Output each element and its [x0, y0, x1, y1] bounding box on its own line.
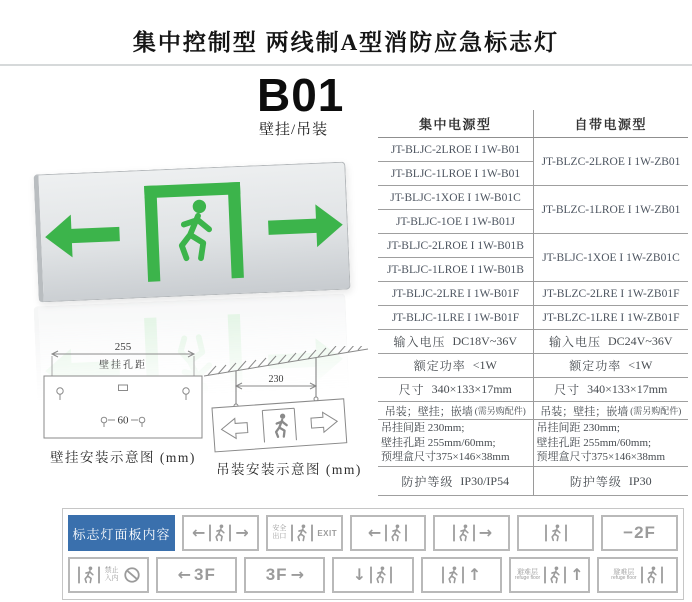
floor-text: 3F: [265, 565, 288, 584]
tile-exit-down: [332, 557, 413, 593]
mount-options-cell-left: [378, 402, 533, 420]
install-dimensions-cell-right: [533, 420, 689, 467]
size-label: 尺寸: [398, 383, 425, 397]
spec-table: [378, 110, 688, 496]
refuge-cn: 避难层: [517, 568, 539, 576]
model-cell-merged: JT-BLZC-1LROE I 1W-ZB01: [533, 186, 688, 234]
mount-type-label: 壁挂/吊装: [259, 122, 329, 138]
voltage-label: 输入电压: [548, 335, 601, 349]
power-label: 额定功率: [413, 359, 466, 373]
mount-options-note: (需另购配件): [630, 406, 682, 416]
tile-floor-minus-2f: [601, 515, 678, 551]
ip-rating-cell-right: [533, 467, 689, 496]
running-man-icon: [544, 523, 568, 543]
running-man-icon: [290, 523, 314, 543]
tile-exit-plain: [517, 515, 594, 551]
voltage-cell-left: [378, 330, 533, 354]
model-code: B01: [257, 69, 345, 121]
floor-text: 3F: [193, 565, 216, 584]
ip-rating-row: [378, 467, 688, 496]
left-arrow-icon: ←: [192, 523, 206, 542]
model-cell: JT-BLZC-1LRE I 1W-ZB01F: [533, 306, 688, 330]
model-cell: JT-BLJC-1LROE I 1W-B01: [378, 162, 533, 186]
product-photo-exit-sign: [33, 162, 350, 303]
voltage-row: [378, 330, 688, 354]
mount-options-text: 吊装；壁挂；嵌墙: [384, 405, 473, 418]
right-arrow-icon: →: [290, 565, 304, 584]
tile-3f-right: [244, 557, 325, 593]
model-cell: JT-BLJC-1XOE I 1W-B01C: [378, 186, 533, 210]
voltage-value: DC24V~36V: [608, 334, 673, 348]
col-header-self-powered: 自带电源型: [533, 110, 689, 137]
model-cell: JT-BLJC-2LRE I 1W-B01F: [378, 282, 533, 306]
tile-exit-left: [350, 515, 427, 551]
install-line: 预埋盒尺寸375×146×38mm: [381, 451, 510, 464]
tile-no-entry: [68, 557, 149, 593]
size-cell-right: [533, 378, 689, 402]
ceiling-hang-caption: 吊装安装示意图 (mm): [216, 462, 362, 477]
size-value: 340×133×17mm: [431, 382, 512, 396]
running-man-icon: [640, 565, 664, 585]
right-arrow-icon: →: [478, 523, 493, 542]
size-value: 340×133×17mm: [587, 382, 668, 396]
power-cell-left: [378, 354, 533, 378]
running-man-icon: [384, 523, 408, 543]
model-number-grid: [378, 137, 688, 330]
model-cell: JT-BLJC-1LRE I 1W-B01F: [378, 306, 533, 330]
exit-sign-face-icon: [38, 163, 349, 302]
tile-refuge-floor: [597, 557, 678, 593]
mount-options-cell-right: [533, 402, 689, 420]
tile-3f-left: [156, 557, 237, 593]
floor-text: −2F: [623, 523, 656, 542]
col-header-centralized-power: 集中电源型: [418, 117, 492, 132]
size-cell-left: [378, 378, 533, 402]
running-man-icon: [369, 565, 393, 585]
hang-dim-230: 230: [268, 374, 284, 385]
install-line: 吊挂间距 230mm;: [536, 422, 620, 435]
refuge-floor-text: [611, 569, 636, 582]
install-dimensions-row: [378, 420, 688, 467]
voltage-value: DC18V~36V: [452, 334, 517, 348]
panel-content-box: [62, 508, 684, 600]
model-cell-merged: JT-BLJC-1XOE I 1W-ZB01C: [533, 234, 688, 282]
running-man-icon: [452, 523, 476, 543]
power-cell-right: [533, 354, 689, 378]
power-row: [378, 354, 688, 378]
running-man-icon: [543, 565, 567, 585]
mount-options-text: 吊装；壁挂；嵌墙: [540, 405, 629, 418]
install-line: 壁挂孔距 255mm/60mm;: [536, 436, 652, 449]
panel-row-2: [68, 557, 678, 593]
ceiling-hang-diagram: [198, 346, 378, 458]
ip-label: 防护等级: [569, 474, 622, 489]
title-divider: [0, 64, 692, 66]
mount-options-note: (需另购配件): [474, 406, 526, 416]
panel-label: 标志灯面板内容: [68, 515, 175, 551]
tile-refuge-floor-up: [509, 557, 590, 593]
no-entry-text: 禁止入内: [104, 566, 119, 582]
wall-dim-label: 壁挂孔距: [99, 360, 147, 371]
model-cell: JT-BLZC-2LRE I 1W-ZB01F: [533, 282, 688, 306]
refuge-en: refuge floor: [611, 575, 637, 582]
right-arrow-icon: →: [235, 523, 249, 542]
ip-label: 防护等级: [401, 474, 454, 489]
exit-text: EXIT: [317, 528, 338, 538]
page-title: 集中控制型 两线制A型消防应急标志灯: [132, 30, 560, 55]
ip-value: IP30/IP54: [460, 473, 510, 488]
voltage-label: 输入电压: [393, 335, 446, 349]
no-entry-icon: [123, 566, 141, 584]
tile-exit-right: [433, 515, 510, 551]
spec-table-header-row: [378, 110, 688, 137]
model-cell: JT-BLJC-1LROE I 1W-B01B: [378, 258, 533, 282]
wall-dim-255: 255: [114, 341, 132, 353]
refuge-cn: 避难层: [613, 568, 635, 576]
tile-exit-both-directions: [182, 515, 259, 551]
wall-mount-diagram: [38, 340, 210, 444]
running-man-icon: [441, 565, 465, 585]
tile-safety-exit: [266, 515, 343, 551]
size-row: [378, 378, 688, 402]
model-cell: JT-BLJC-2LROE I 1W-B01B: [378, 234, 533, 258]
wall-mount-caption: 壁挂安装示意图 (mm): [50, 450, 196, 465]
tile-exit-up: [421, 557, 502, 593]
power-label: 额定功率: [569, 359, 622, 373]
ip-rating-cell-left: [378, 467, 533, 496]
install-line: 吊挂间距 230mm;: [381, 422, 465, 435]
refuge-en: refuge floor: [514, 575, 541, 582]
up-arrow-icon: ↑: [467, 565, 482, 584]
ip-value: IP30: [628, 473, 652, 488]
safety-exit-text: 安全出口: [272, 524, 287, 540]
install-line: 壁挂孔距 255mm/60mm;: [381, 436, 496, 449]
wall-dim-60: 60: [117, 414, 129, 427]
refuge-floor-text: [515, 569, 540, 582]
wall-mount-drawing: [38, 340, 210, 444]
power-value: <1W: [472, 358, 497, 372]
size-label: 尺寸: [554, 383, 581, 397]
down-arrow-icon: ↓: [352, 565, 367, 584]
model-cell-merged: JT-BLZC-2LROE I 1W-ZB01: [533, 138, 688, 186]
install-line: 预埋盒尺寸375×146×38mm: [536, 451, 666, 464]
ceiling-hang-drawing: [198, 346, 378, 458]
left-arrow-icon: ←: [177, 565, 191, 584]
install-dimensions-cell-left: [378, 420, 533, 467]
running-man-icon: [77, 565, 101, 585]
left-arrow-icon: ←: [367, 523, 382, 542]
power-value: <1W: [628, 358, 653, 372]
model-cell: JT-BLJC-2LROE I 1W-B01: [378, 138, 533, 162]
mount-options-row: [378, 402, 688, 420]
model-cell: JT-BLJC-1OE I 1W-B01J: [378, 210, 533, 234]
running-man-icon: [208, 523, 232, 543]
up-arrow-icon: ↑: [570, 565, 584, 584]
panel-row-1: [68, 515, 678, 551]
voltage-cell-right: [533, 330, 689, 354]
